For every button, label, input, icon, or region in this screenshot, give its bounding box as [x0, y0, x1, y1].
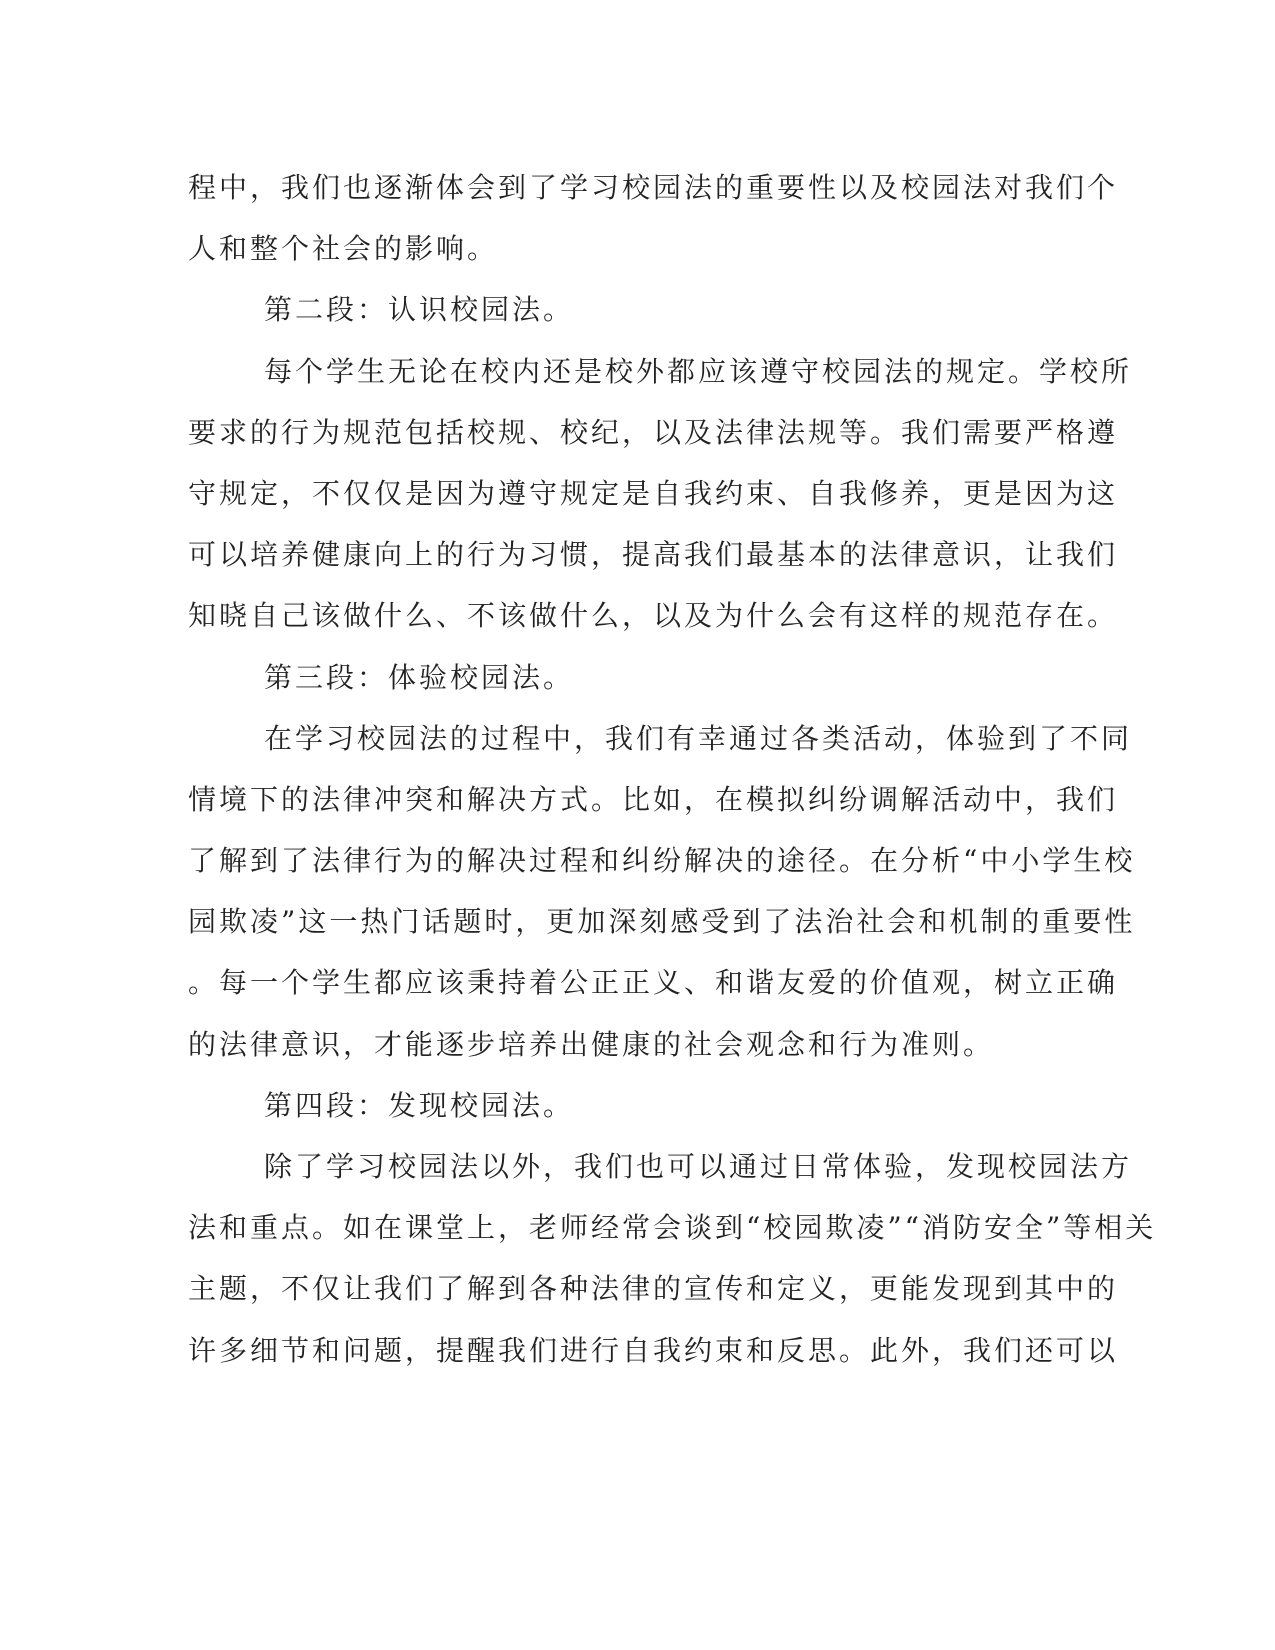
section-heading-4: 第四段：发现校园法。: [264, 1088, 575, 1122]
text-line: 人和整个社会的影响。: [188, 232, 499, 266]
text-line: 了解到了法律行为的解决过程和纠纷解决的途径。在分析“中小学生校: [188, 844, 1136, 878]
text-line: 园欺凌”这一热门话题时，更加深刻感受到了法治社会和机制的重要性: [188, 905, 1136, 939]
paragraph-start: 每个学生无论在校内还是校外都应该遵守校园法的规定。学校所: [264, 354, 1133, 388]
text-line: 要求的行为规范包括校规、校纪，以及法律法规等。我们需要严格遵: [188, 415, 1119, 449]
text-line: 许多细节和问题，提醒我们进行自我约束和反思。此外，我们还可以: [188, 1333, 1119, 1367]
text-line: 主题，不仅让我们了解到各种法律的宣传和定义，更能发现到其中的: [188, 1272, 1119, 1306]
text-line: 的法律意识，才能逐步培养出健康的社会观念和行为准则。: [188, 1027, 995, 1061]
text-line: 可以培养健康向上的行为习惯，提高我们最基本的法律意识，让我们: [188, 538, 1119, 572]
paragraph-start: 在学习校园法的过程中，我们有幸通过各类活动，体验到了不同: [264, 721, 1133, 755]
section-heading-3: 第三段：体验校园法。: [264, 660, 575, 694]
text-line: 法和重点。如在课堂上，老师经常会谈到“校园欺凌”“消防安全”等相关: [188, 1211, 1157, 1245]
paragraph-start: 除了学习校园法以外，我们也可以通过日常体验，发现校园法方: [264, 1150, 1133, 1183]
text-line: 情境下的法律冲突和解决方式。比如，在模拟纠纷调解活动中，我们: [188, 782, 1119, 816]
text-line: 守规定，不仅仅是因为遵守规定是自我约束、自我修养，更是因为这: [188, 476, 1119, 510]
text-line: 程中，我们也逐渐体会到了学习校园法的重要性以及校园法对我们个: [188, 171, 1119, 204]
body-text: [188, 157, 1157, 1381]
text-line: 。每一个学生都应该秉持着公正正义、和谐友爱的价值观，树立正确: [188, 966, 1119, 1000]
section-heading-2: 第二段：认识校园法。: [264, 293, 575, 327]
text-line: 知晓自己该做什么、不该做什么，以及为什么会有这样的规范存在。: [188, 599, 1119, 633]
